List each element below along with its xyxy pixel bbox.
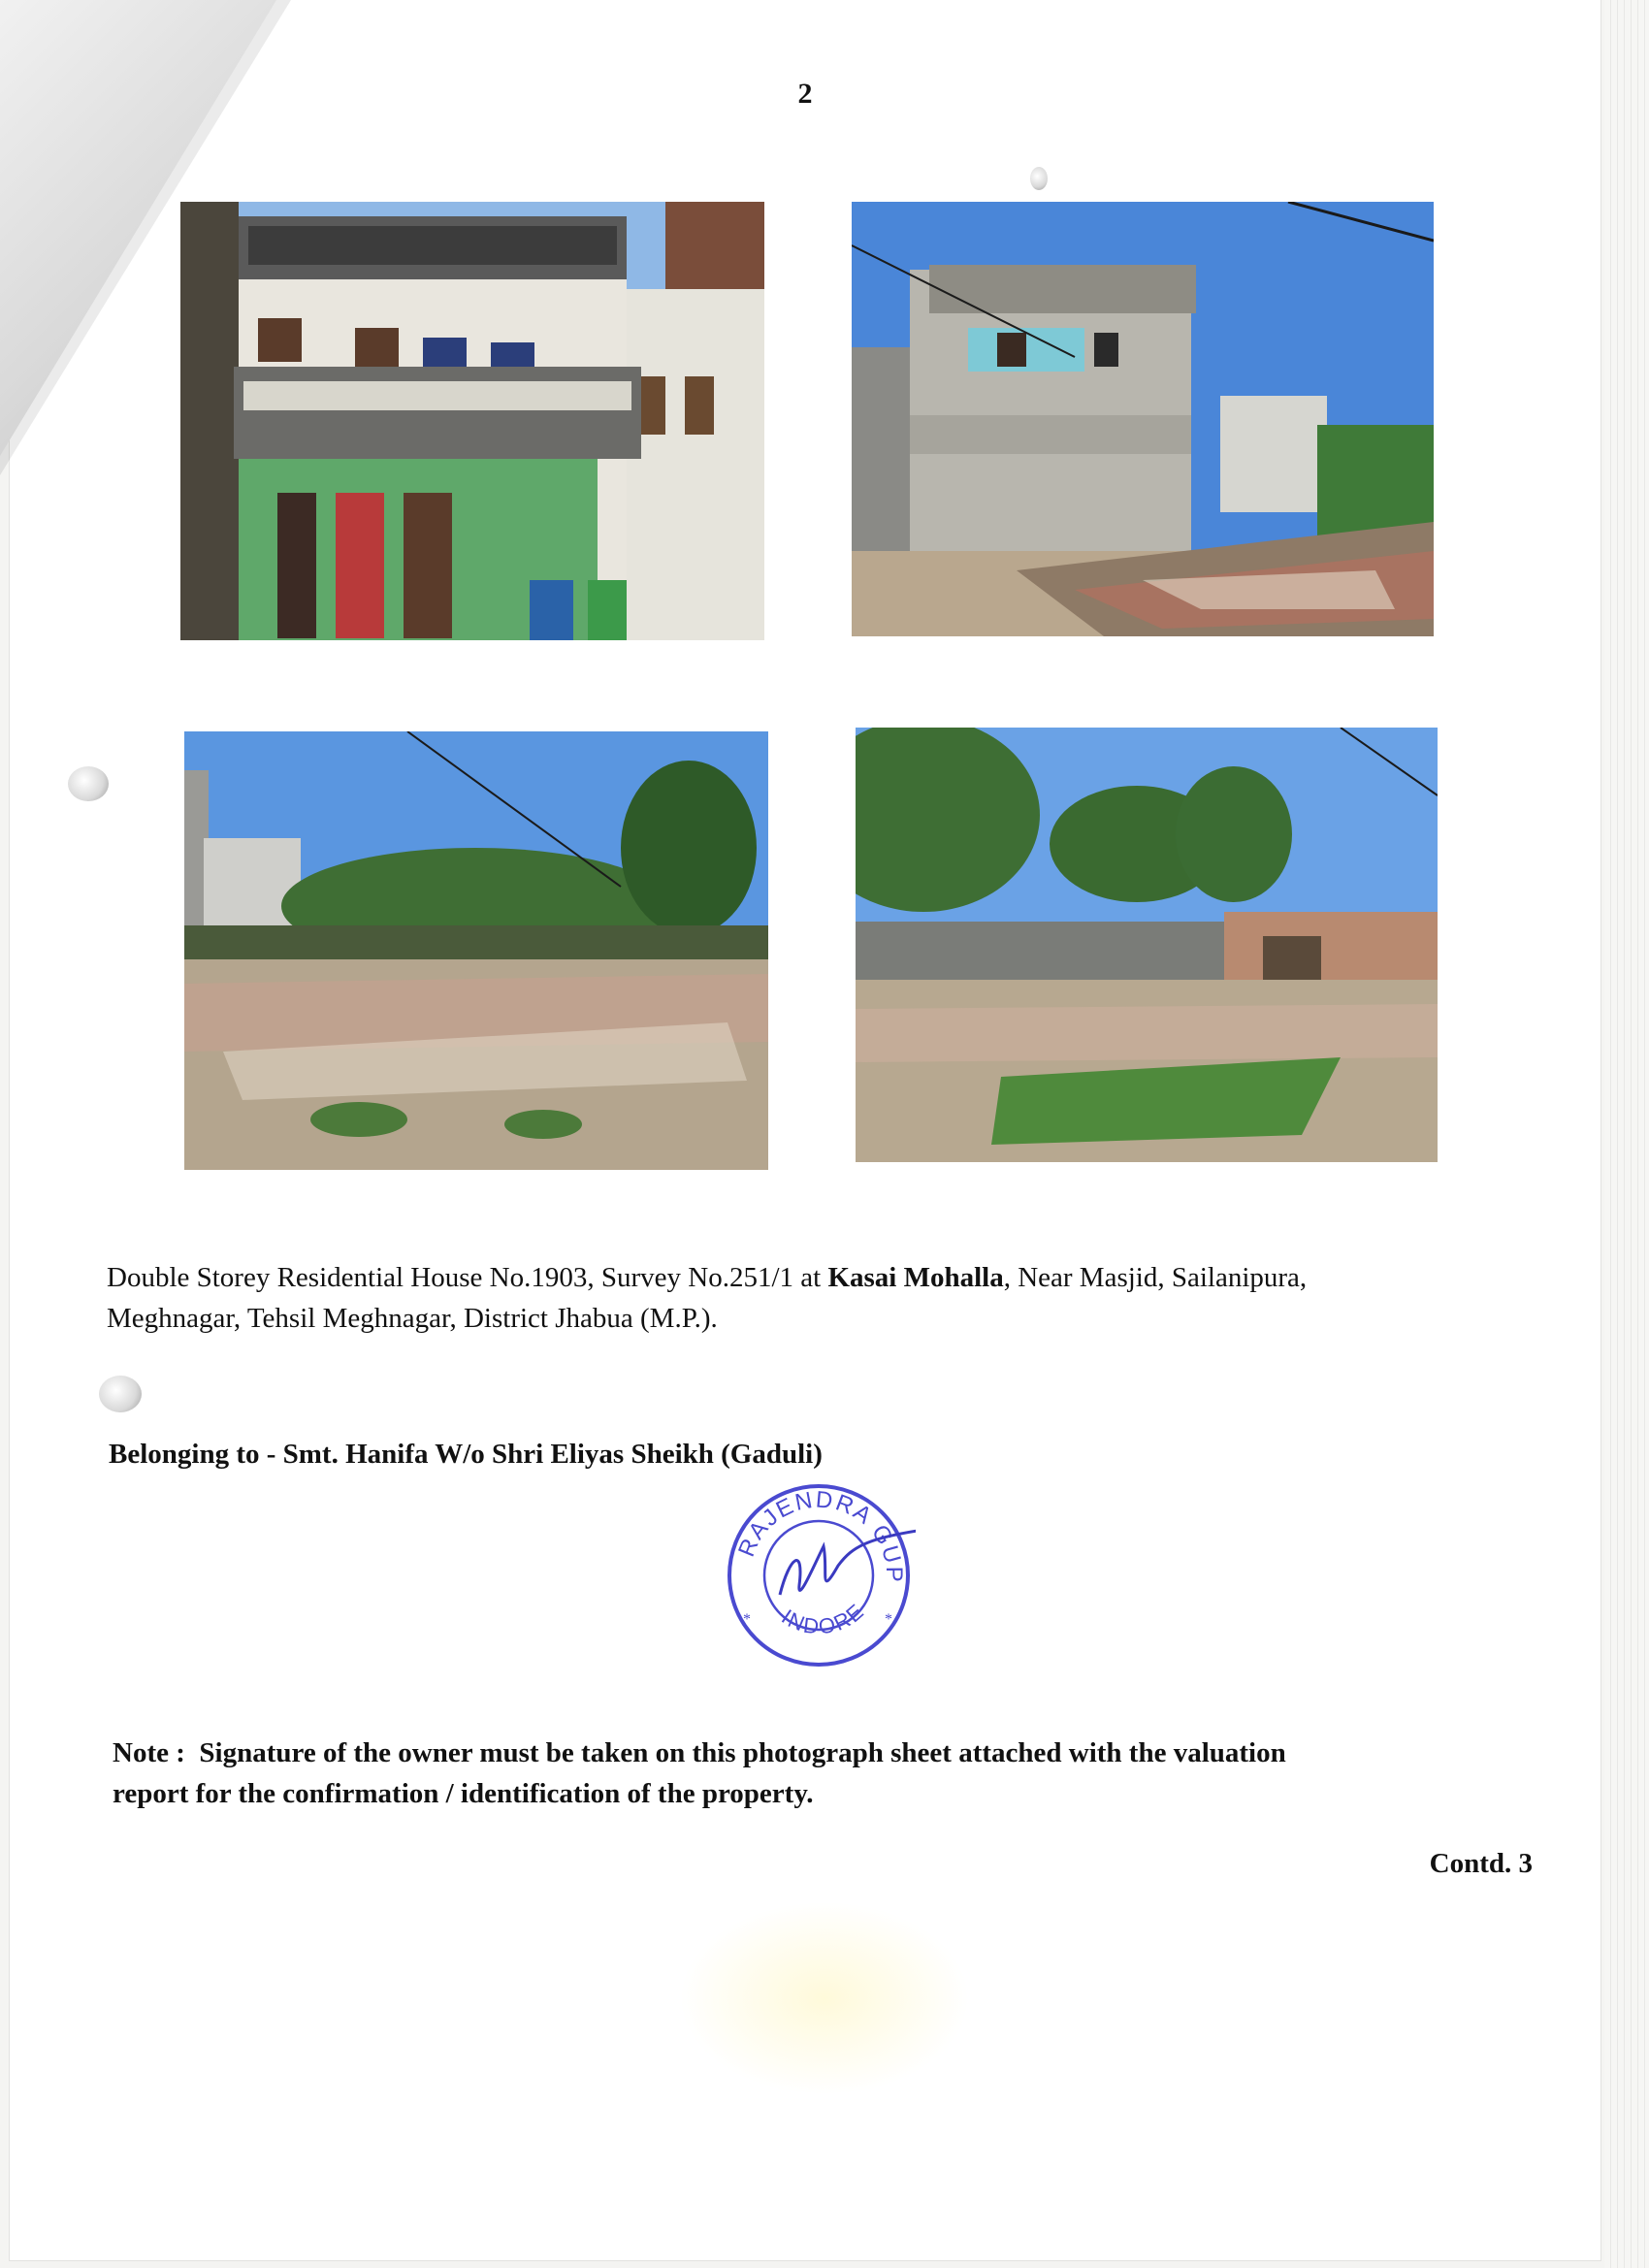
- note-line-1: [113, 1733, 1548, 1773]
- photo-house-garbage-yard: [852, 202, 1434, 636]
- svg-text:*: *: [885, 1611, 892, 1628]
- note-text-1: Signature of the owner must be taken on this photograph sheet attached with the valuation: [199, 1737, 1286, 1768]
- description-highlight: Kasai Mohalla: [827, 1262, 1004, 1293]
- page-number: 2: [797, 78, 813, 110]
- photo-open-ground-left: [184, 731, 768, 1170]
- svg-text:*: *: [743, 1611, 751, 1628]
- seal-bottom-text: INDORE: [777, 1598, 870, 1639]
- continued-marker: Contd. 3: [1429, 1848, 1533, 1879]
- punch-hole: [1030, 167, 1048, 190]
- description-line-2: Meghnagar, Tehsil Meghnagar, District Jhabua (M.P.).: [107, 1303, 718, 1335]
- rajendra-gupta-seal: [722, 1478, 916, 1672]
- description-line-1: [107, 1257, 1542, 1298]
- seal-right-text: GUP: [865, 1520, 908, 1584]
- seal-top-text: RAJENDRA: [733, 1486, 877, 1561]
- property-description: [107, 1257, 1542, 1339]
- description-part-1: Double Storey Residential House No.1903, Survey No.251/1 at: [107, 1262, 828, 1293]
- svg-text:INDORE: [777, 1598, 869, 1638]
- photo-house-front: [180, 202, 764, 640]
- paper-stain: [679, 1901, 970, 2095]
- photo-open-ground-right: [856, 728, 1438, 1162]
- stacked-page-edges: [1604, 0, 1649, 2268]
- punch-hole: [99, 1376, 142, 1412]
- note-label: Note :: [113, 1737, 185, 1768]
- punch-hole: [68, 766, 109, 801]
- description-part-2: , Near Masjid, Sailanipura,: [1003, 1262, 1308, 1293]
- note-line-2: report for the confirmation / identification of the property.: [113, 1778, 814, 1810]
- note-block: [113, 1733, 1548, 1814]
- owner-belonging: Belonging to - Smt. Hanifa W/o Shri Eliyas Sheikh (Gaduli): [109, 1439, 823, 1470]
